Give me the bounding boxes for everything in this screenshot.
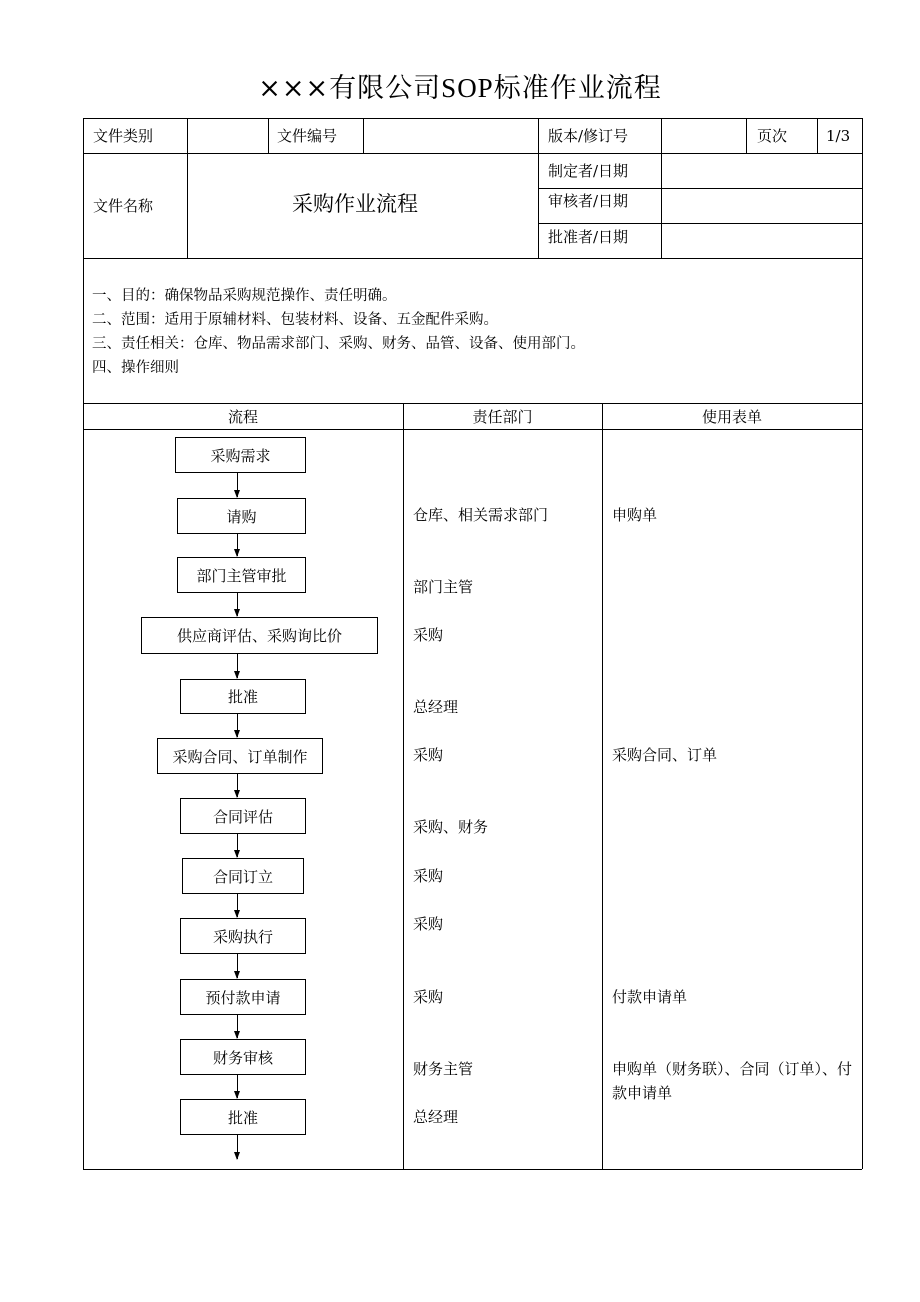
department-cell: 部门主管 — [413, 578, 474, 596]
version-label: 版本/修订号 — [548, 127, 629, 145]
page-value: 1/3 — [826, 127, 851, 145]
flow-step-prepayment: 预付款申请 — [180, 979, 306, 1015]
section-scope: 二、范围：适用于原辅材料、包装材料、设备、五金配件采购。 — [92, 312, 498, 328]
section-details: 四、操作细则 — [92, 360, 179, 376]
grid-line — [661, 118, 662, 258]
section-responsibility: 三、责任相关：仓库、物品需求部门、采购、财务、品管、设备、使用部门。 — [92, 336, 585, 352]
page-title — [0, 66, 920, 105]
grid-line — [83, 429, 862, 430]
form-cell: 付款申请单 — [612, 988, 688, 1006]
header-forms: 使用表单 — [701, 408, 762, 426]
header-flow: 流程 — [227, 408, 258, 426]
department-cell: 采购 — [413, 626, 444, 644]
grid-line — [862, 118, 863, 1169]
grid-line — [538, 188, 862, 189]
flow-arrow — [237, 834, 238, 857]
department-cell: 财务主管 — [413, 1060, 474, 1078]
title-company: ×××有限公司 — [258, 73, 442, 104]
department-cell: 采购 — [413, 988, 444, 1006]
flow-step-execution: 采购执行 — [180, 918, 306, 954]
doc-name-value: 采购作业流程 — [292, 192, 418, 216]
flow-step-manager-approval: 部门主管审批 — [177, 557, 306, 593]
grid-line — [83, 153, 862, 154]
grid-line — [187, 118, 188, 258]
page-label: 页次 — [757, 127, 788, 145]
form-cell: 采购合同、订单 — [612, 746, 718, 764]
grid-line — [83, 118, 84, 1169]
drafter-label: 制定者/日期 — [548, 162, 629, 180]
flow-arrow — [237, 654, 238, 678]
grid-line — [268, 118, 269, 153]
flow-step-supplier-evaluation: 供应商评估、采购询比价 — [141, 617, 378, 654]
title-suffix: 标准作业流程 — [493, 73, 662, 104]
grid-line — [538, 223, 862, 224]
doc-category-label: 文件类别 — [93, 127, 154, 145]
grid-line — [817, 118, 818, 153]
grid-line — [746, 118, 747, 153]
approver-label: 批准者/日期 — [548, 228, 629, 246]
grid-line — [403, 403, 404, 1169]
flow-arrow — [237, 534, 238, 556]
grid-line — [538, 118, 539, 258]
form-cell: 申购单 — [612, 506, 658, 524]
title-sop: SOP — [441, 73, 494, 103]
grid-line — [83, 403, 862, 404]
department-cell: 采购 — [413, 746, 444, 764]
department-cell: 采购、财务 — [413, 818, 489, 836]
flow-step-finance-review: 财务审核 — [180, 1039, 306, 1075]
flow-arrow — [237, 473, 238, 497]
flow-step-final-approval: 批准 — [180, 1099, 306, 1135]
flow-arrow — [237, 894, 238, 917]
doc-number-label: 文件编号 — [277, 127, 338, 145]
flow-step-contract-review: 合同评估 — [180, 798, 306, 834]
department-cell: 仓库、相关需求部门 — [413, 506, 549, 524]
department-cell: 总经理 — [413, 1108, 459, 1126]
reviewer-label: 审核者/日期 — [548, 192, 629, 210]
grid-line — [83, 258, 862, 259]
flow-arrow — [237, 1075, 238, 1098]
flow-step-contract-order: 采购合同、订单制作 — [157, 738, 323, 774]
flow-arrow — [237, 1015, 238, 1038]
form-cell: 申购单（财务联）、合同（订单）、付款申请单 — [612, 1060, 853, 1102]
flow-arrow — [237, 714, 238, 737]
flow-arrow — [237, 774, 238, 797]
flow-step-approval: 批准 — [180, 679, 306, 714]
department-cell: 总经理 — [413, 698, 459, 716]
grid-line — [363, 118, 364, 153]
flow-arrow — [237, 954, 238, 978]
grid-line — [602, 403, 603, 1169]
flow-arrow — [237, 1135, 238, 1159]
section-purpose: 一、目的：确保物品采购规范操作、责任明确。 — [92, 288, 397, 304]
flow-step-contract-signing: 合同订立 — [182, 858, 304, 894]
department-cell: 采购 — [413, 915, 444, 933]
flow-arrow — [237, 593, 238, 616]
header-department: 责任部门 — [472, 408, 533, 426]
doc-name-label: 文件名称 — [93, 197, 154, 215]
flow-step-purchase-demand: 采购需求 — [175, 437, 306, 473]
flow-step-requisition: 请购 — [177, 498, 306, 534]
department-cell: 采购 — [413, 867, 444, 885]
grid-line — [83, 1169, 862, 1170]
